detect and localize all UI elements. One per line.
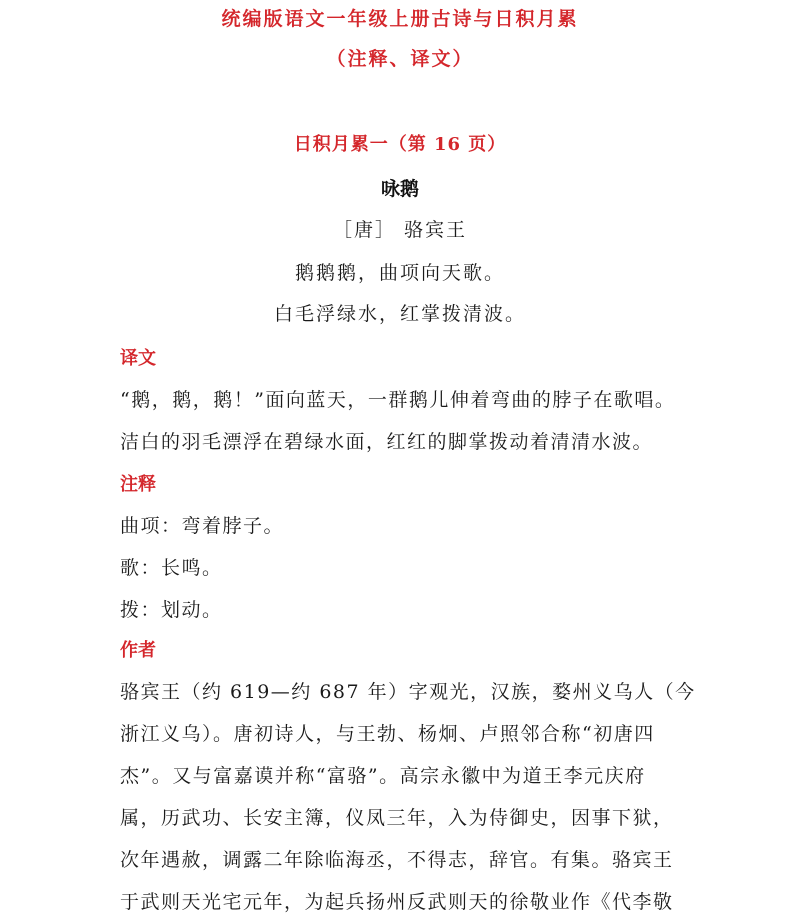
author-bio-line: 次年遇赦，调露二年除临海丞，不得志，辞官。有集。骆宾王 bbox=[120, 849, 674, 871]
translation-line: 洁白的羽毛漂浮在碧绿水面，红红的脚掌拨动着清清水波。 bbox=[120, 431, 654, 453]
translation-line: “鹅，鹅，鹅！”面向蓝天，一群鹅儿伸着弯曲的脖子在歌唱。 bbox=[120, 389, 676, 411]
author-bio-line: 骆宾王（约 619—约 687 年）字观光，汉族，婺州义乌人（今 bbox=[120, 681, 696, 703]
poem-title: 咏鹅 bbox=[380, 178, 419, 200]
section-title: 日积月累一（第 16 页） bbox=[293, 134, 507, 155]
author-heading: 作者 bbox=[120, 640, 156, 661]
note-item: 曲项：弯着脖子。 bbox=[120, 515, 285, 537]
note-item: 拨：划动。 bbox=[120, 599, 223, 621]
author-bio-line: 浙江义乌）。唐初诗人，与王勃、杨炯、卢照邻合称“初唐四 bbox=[120, 723, 655, 745]
poem-line: 鹅鹅鹅，曲项向天歌。 bbox=[294, 262, 505, 284]
poem-line: 白毛浮绿水，红掌拨清波。 bbox=[273, 303, 526, 325]
note-item: 歌：长鸣。 bbox=[120, 557, 223, 579]
document-title: 统编版语文一年级上册古诗与日积月累 bbox=[221, 8, 579, 30]
document-subtitle: （注释、译文） bbox=[326, 48, 474, 70]
author-bio-line: 杰”。又与富嘉谟并称“富骆”。高宗永徽中为道王李元庆府 bbox=[120, 765, 646, 787]
author-bio-line: 于武则天光宅元年，为起兵扬州反武则天的徐敬业作《代李敬 bbox=[120, 891, 674, 913]
author-bio-line: 属，历武功、长安主簿，仪凤三年，入为侍御史，因事下狱， bbox=[120, 807, 674, 829]
translation-heading: 译文 bbox=[120, 348, 156, 369]
poem-author: ［唐］ 骆宾王 bbox=[332, 219, 468, 241]
notes-heading: 注释 bbox=[120, 474, 156, 495]
